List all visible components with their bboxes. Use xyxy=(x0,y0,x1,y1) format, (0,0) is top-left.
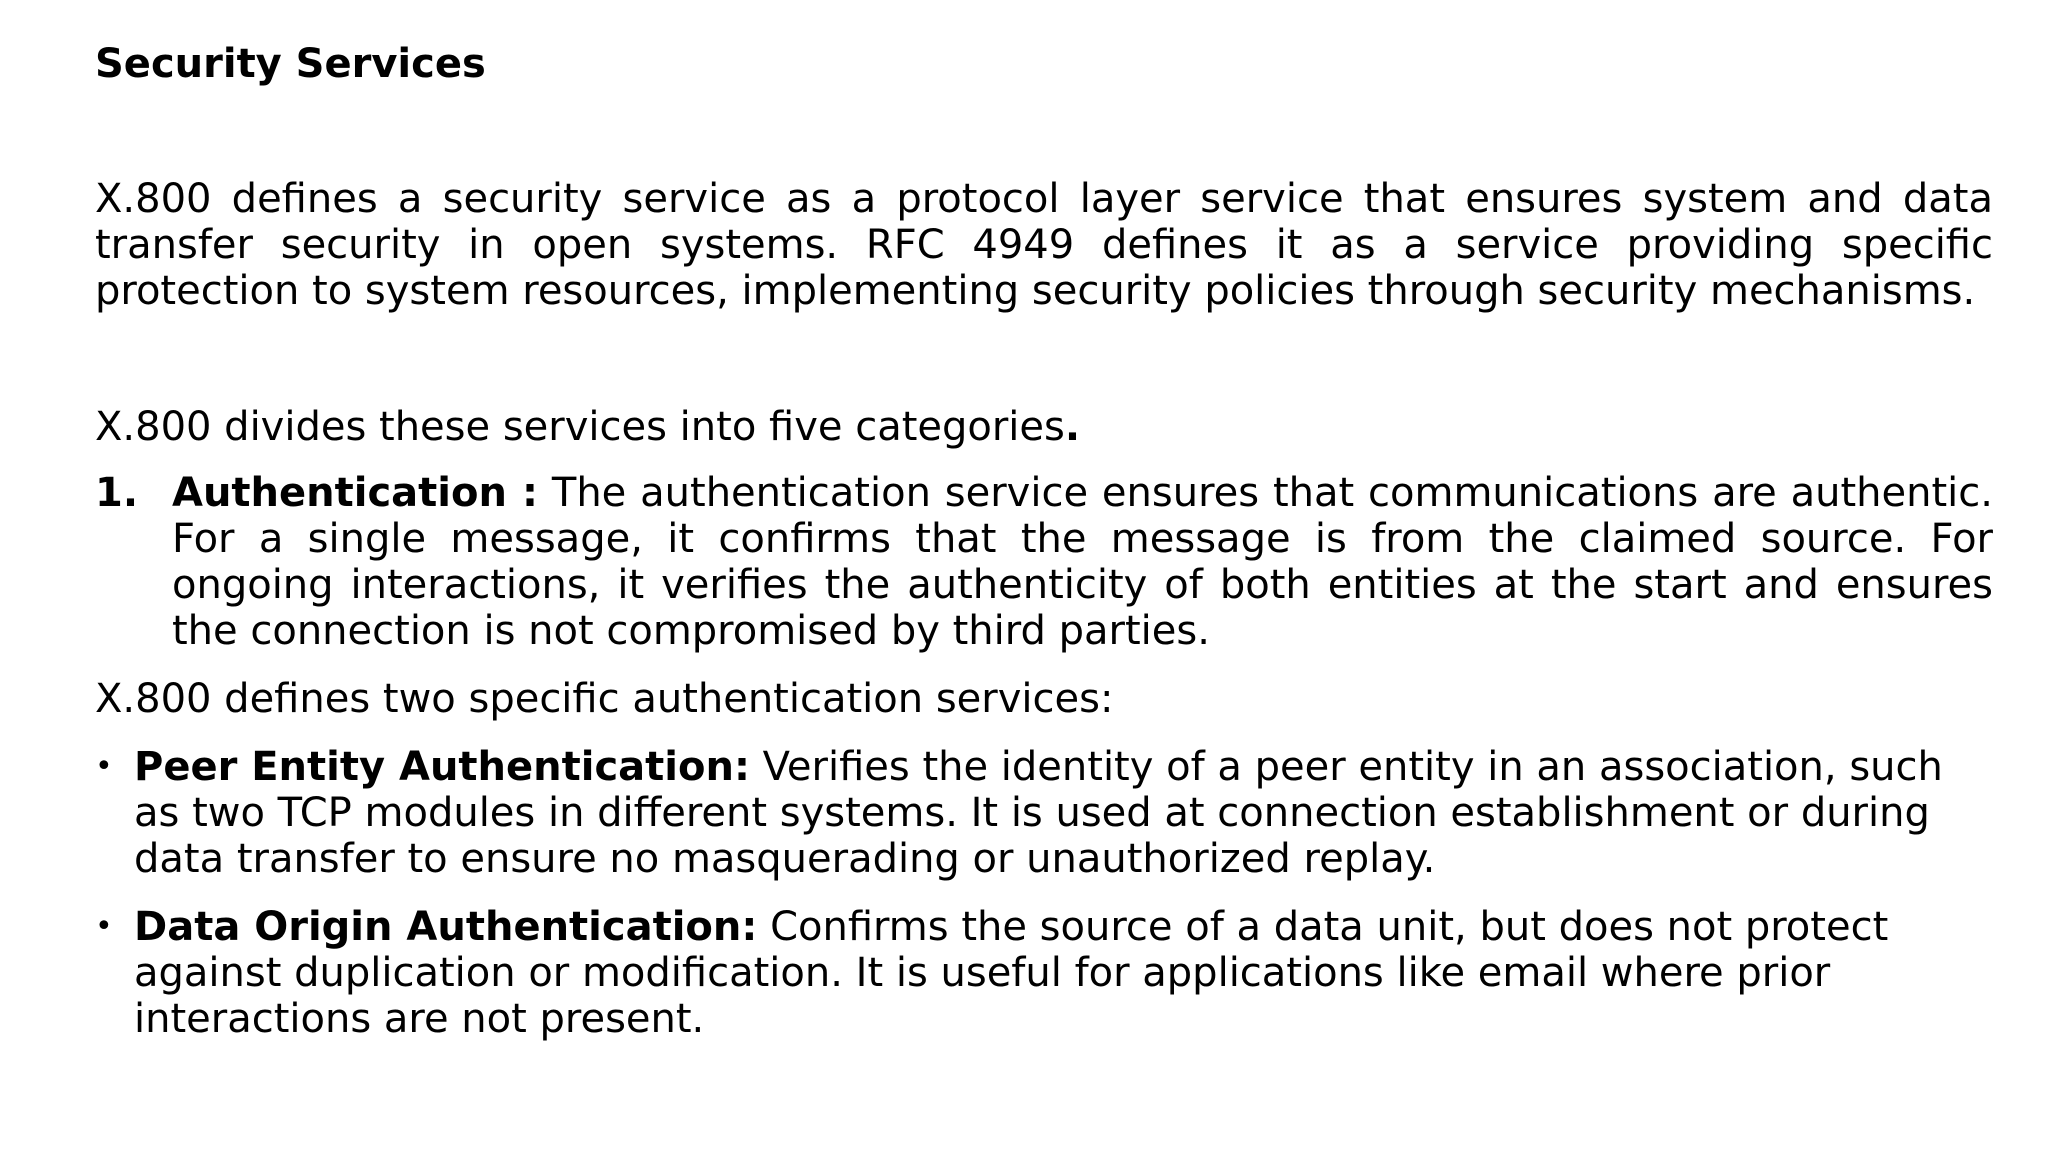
categories-period: . xyxy=(1064,404,1081,450)
numbered-item-authentication xyxy=(95,470,1993,654)
slide-content xyxy=(95,38,1993,1064)
bullet-label: Peer Entity Authentication: xyxy=(134,744,750,790)
auth-services-intro: X.800 defines two specific authentication services: xyxy=(95,676,1114,722)
bullet-icon: • xyxy=(95,749,113,784)
list-item-peer-entity-authentication xyxy=(95,744,1993,882)
page-title: Security Services xyxy=(95,41,486,87)
list-item-data-origin-authentication xyxy=(95,904,1993,1042)
intro-paragraph: X.800 defines a security service as a protocol layer service that ensures system and data transfer security in open systems. RFC 4949 defines it as a service providing specific protection to system resources, implementing security policies through security mechanisms. xyxy=(95,176,1993,314)
bullet-list xyxy=(95,744,1993,1042)
bullet-text: Verifies the identity of a peer entity in an association, such as two TCP modules in different systems. It is used at connection establishment or during data transfer to ensure no masquerading or unauthorized replay. xyxy=(134,744,1943,882)
list-number: 1. xyxy=(95,470,139,516)
categories-paragraph xyxy=(95,404,1993,450)
categories-text: X.800 divides these services into five categories xyxy=(95,404,1065,450)
numbered-item-label: Authentication : xyxy=(172,470,539,516)
numbered-item-text: The authentication service ensures that communications are authentic. For a single message, it confirms that the message is from the claimed source. For ongoing interactions, it verifies the authenticity of both entities at the start and ensures the connection is not compromised by third parties. xyxy=(172,470,1993,654)
bullet-text: Confirms the source of a data unit, but does not protect against duplication or modification. It is useful for applications like email where prior interactions are not present. xyxy=(134,904,1889,1042)
bullet-label: Data Origin Authentication: xyxy=(134,904,758,950)
bullet-icon: • xyxy=(95,909,113,944)
